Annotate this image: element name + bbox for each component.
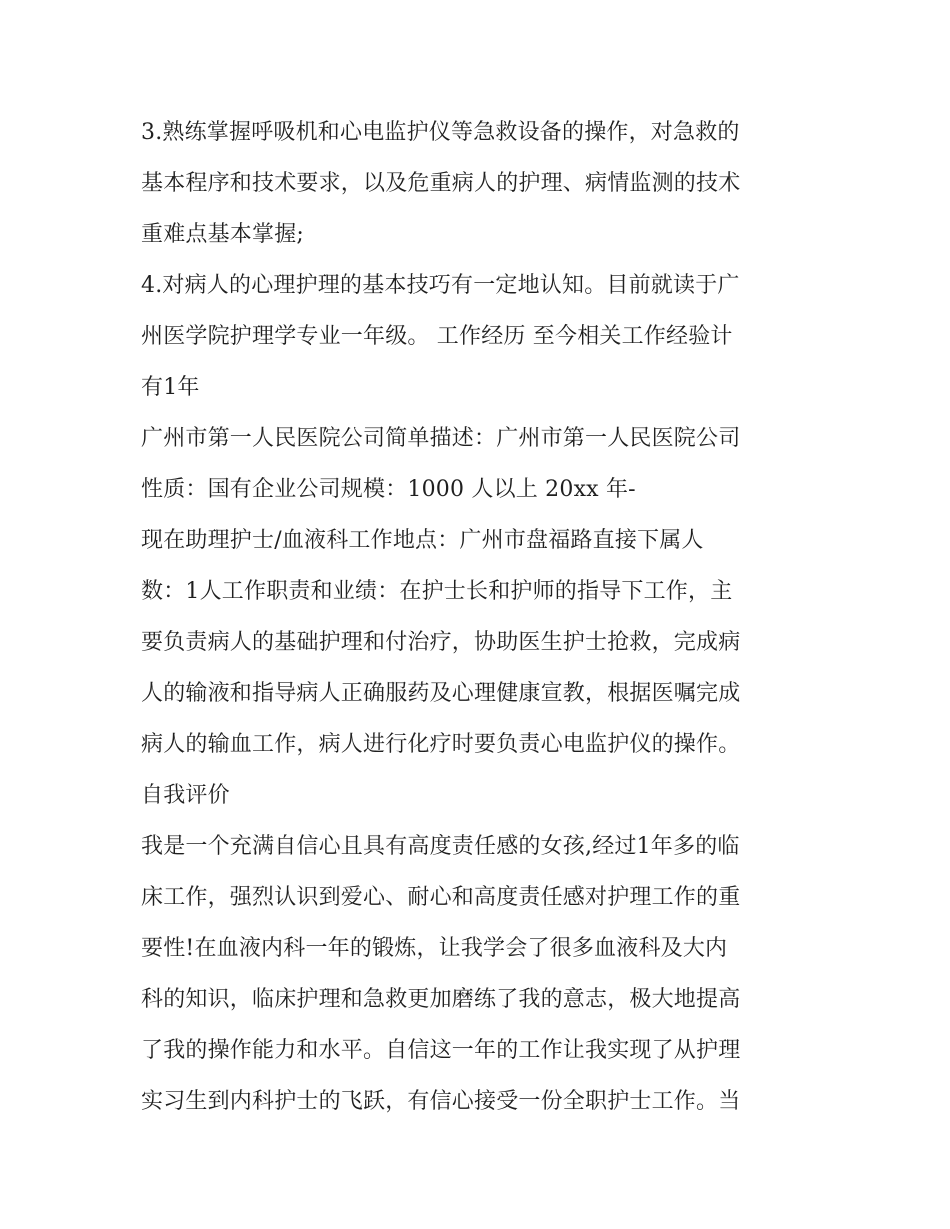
text-line: 实习生到内科护士的飞跃，有信心接受一份全职护士工作。当	[141, 1089, 741, 1114]
section-heading-self-evaluation: 自我评价	[141, 783, 230, 808]
text-line: 要性!在血液内科一年的锻炼，让我学会了很多血液科及大内	[141, 936, 728, 961]
text-line: 4.对病人的心理护理的基本技巧有一定地认知。目前就读于广	[141, 273, 740, 298]
text-line: 广州市第一人民医院公司简单描述：广州市第一人民医院公司	[141, 426, 741, 451]
text-line: 人的输液和指导病人正确服药及心理健康宣教，根据医嘱完成	[141, 681, 741, 706]
text-line: 我是一个充满自信心且具有高度责任感的女孩,经过1年多的临	[141, 834, 740, 859]
text-line: 了我的操作能力和水平。自信这一年的工作让我实现了从护理	[141, 1038, 741, 1063]
text-line: 州医学院护理学专业一年级。 工作经历 至今相关工作经验计	[141, 324, 733, 349]
text-line: 基本程序和技术要求，以及危重病人的护理、病情监测的技术	[141, 171, 741, 196]
text-line: 科的知识，临床护理和急救更加磨练了我的意志，极大地提高	[141, 987, 741, 1012]
text-line: 病人的输血工作，病人进行化疗时要负责心电监护仪的操作。	[141, 732, 741, 757]
text-line: 有1年	[141, 375, 200, 400]
document-body	[141, 107, 831, 1127]
text-line: 数：1人工作职责和业绩：在护士长和护师的指导下工作，主	[141, 579, 733, 604]
text-line: 3.熟练掌握呼吸机和心电监护仪等急救设备的操作，对急救的	[141, 120, 740, 145]
text-line: 现在助理护士/血液科工作地点：广州市盘福路直接下属人	[141, 528, 704, 553]
text-line: 要负责病人的基础护理和付治疗，协助医生护士抢救，完成病	[141, 630, 741, 655]
text-line: 床工作，强烈认识到爱心、耐心和高度责任感对护理工作的重	[141, 885, 741, 910]
text-line: 性质：国有企业公司规模：1000 人以上 20xx 年-	[141, 477, 636, 502]
text-line: 重难点基本掌握;	[141, 222, 305, 247]
